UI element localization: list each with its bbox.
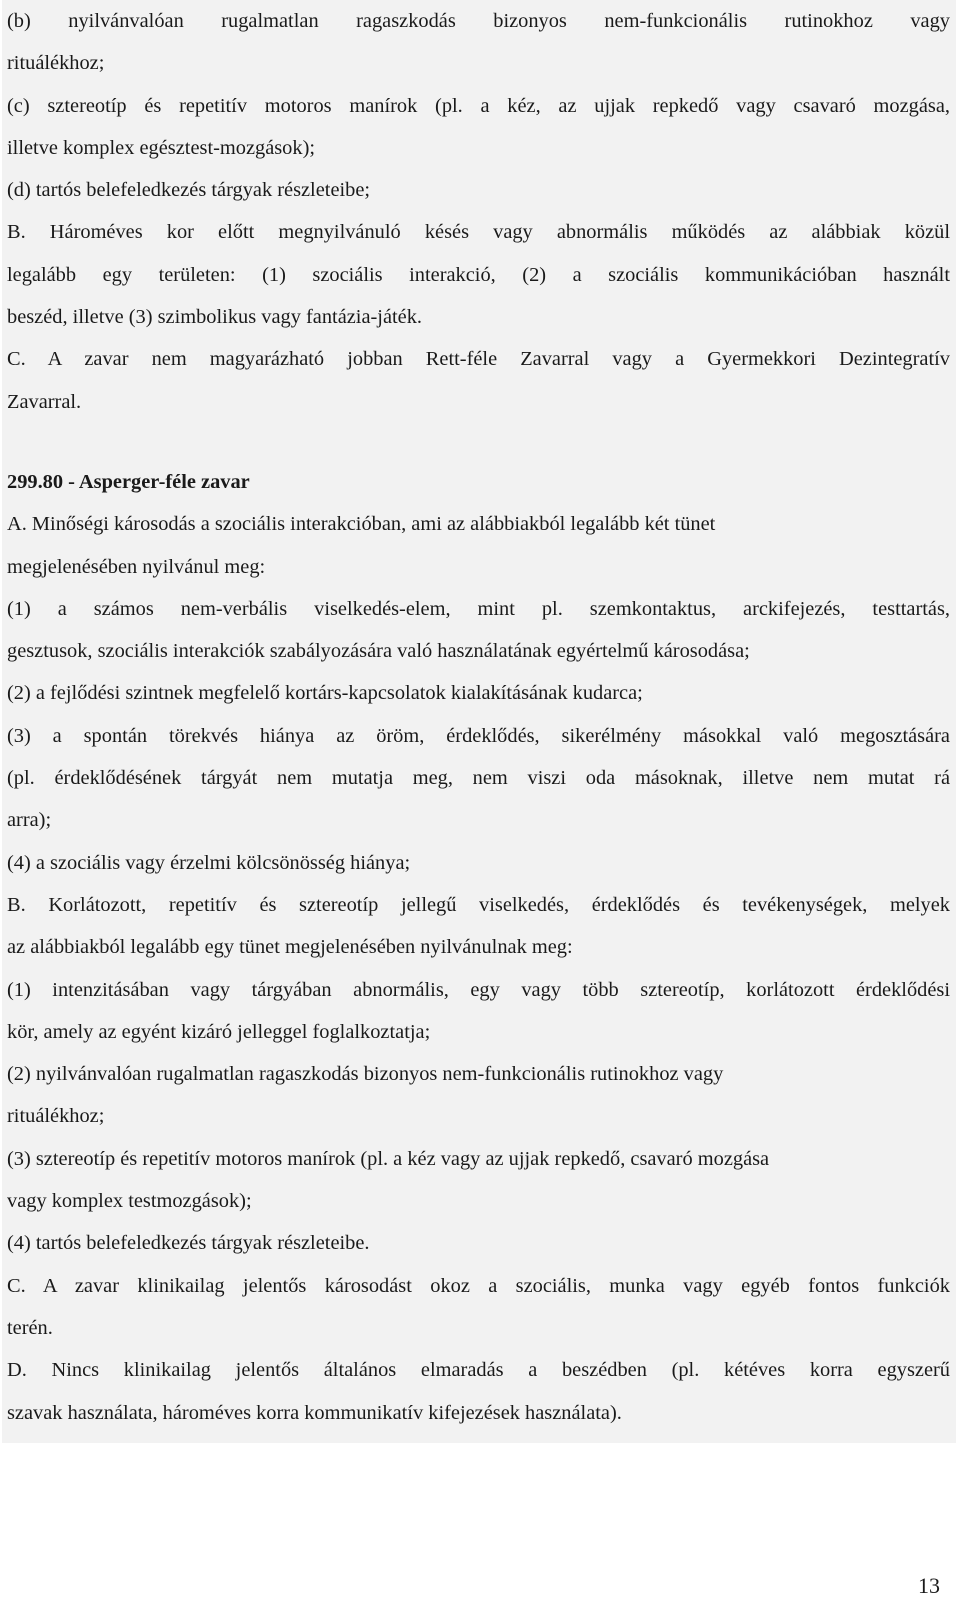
asperger-criteria: [7, 503, 950, 1434]
text-line: (4) tartós belefeledkezés tárgyak részleteibe.: [7, 1232, 370, 1255]
section-heading: 299.80 - Asperger-féle zavar: [7, 470, 250, 493]
text-line: (3) a spontán törekvés hiánya az öröm, érdeklődés, sikerélmény másokkal való megosztására: [7, 724, 950, 747]
text-line: (1) a számos nem-verbális viselkedés-elem, mint pl. szemkontaktus, arckifejezés, testtartás,: [7, 597, 950, 620]
criteria-continuation: [7, 0, 950, 423]
document-body: [7, 0, 950, 1434]
text-line: C. A zavar klinikailag jelentős károsodást okoz a szociális, munka vagy egyéb fontos funkciók: [7, 1274, 950, 1297]
text-line: rituálékhoz;: [7, 52, 105, 75]
section-gap: [7, 423, 950, 461]
text-line: legalább egy területen: (1) szociális interakció, (2) a szociális kommunikációban használt: [7, 263, 950, 286]
text-line: beszéd, illetve (3) szimbolikus vagy fantázia-játék.: [7, 306, 423, 329]
text-line: Zavarral.: [7, 390, 82, 413]
text-line: D. Nincs klinikailag jelentős általános elmaradás a beszédben (pl. kétéves korra egyszerű: [7, 1359, 950, 1382]
text-line: B. Korlátozott, repetitív és sztereotíp jellegű viselkedés, érdeklődés és tevékenységek, melyek: [7, 893, 950, 916]
text-line: B. Hároméves kor előtt megnyilvánuló késés vagy abnormális működés az alábbiak közül: [7, 221, 950, 244]
text-line: (d) tartós belefeledkezés tárgyak részleteibe;: [7, 179, 371, 202]
text-line: megjelenésében nyilvánul meg:: [7, 555, 266, 578]
text-line: arra);: [7, 809, 52, 832]
text-line: (2) nyilvánvalóan rugalmatlan ragaszkodás bizonyos nem-funkcionális rutinokhoz vagy: [7, 1063, 724, 1086]
text-line: terén.: [7, 1316, 53, 1339]
text-line: (b) nyilvánvalóan rugalmatlan ragaszkodás bizonyos nem-funkcionális rutinokhoz vagy: [7, 10, 950, 32]
text-line: az alábbiakból legalább egy tünet megjelenésében nyilvánulnak meg:: [7, 936, 573, 959]
text-line: (2) a fejlődési szintnek megfelelő kortárs-kapcsolatok kialakításának kudarca;: [7, 682, 643, 705]
text-line: szavak használata, hároméves korra kommunikatív kifejezések használata).: [7, 1401, 622, 1424]
text-line: C. A zavar nem magyarázható jobban Rett-féle Zavarral vagy a Gyermekkori Dezintegratív: [7, 348, 950, 371]
text-line: (3) sztereotíp és repetitív motoros manírok (pl. a kéz vagy az ujjak repkedő, csavaró mozgása: [7, 1147, 770, 1170]
text-line: illetve komplex egésztest-mozgások);: [7, 136, 316, 159]
text-line: (4) a szociális vagy érzelmi kölcsönösség hiánya;: [7, 851, 411, 874]
text-line: (1) intenzitásában vagy tárgyában abnormális, egy vagy több sztereotíp, korlátozott érdeklődési: [7, 978, 950, 1001]
text-line: rituálékhoz;: [7, 1105, 105, 1128]
text-line: kör, amely az egyént kizáró jelleggel foglalkoztatja;: [7, 1020, 431, 1043]
text-line: gesztusok, szociális interakciók szabályozására való használatának egyértelmű károsodása;: [7, 640, 750, 663]
text-line: A. Minőségi károsodás a szociális interakcióban, ami az alábbiakból legalább két tünet: [7, 513, 716, 536]
text-line: (pl. érdeklődésének tárgyát nem mutatja meg, nem viszi oda másoknak, illetve nem mutat rá: [7, 767, 950, 790]
text-line: (c) sztereotíp és repetitív motoros manírok (pl. a kéz, az ujjak repkedő vagy csavaró mozgása,: [7, 94, 950, 117]
text-line: vagy komplex testmozgások);: [7, 1190, 252, 1213]
page-number: 13: [918, 1573, 940, 1598]
